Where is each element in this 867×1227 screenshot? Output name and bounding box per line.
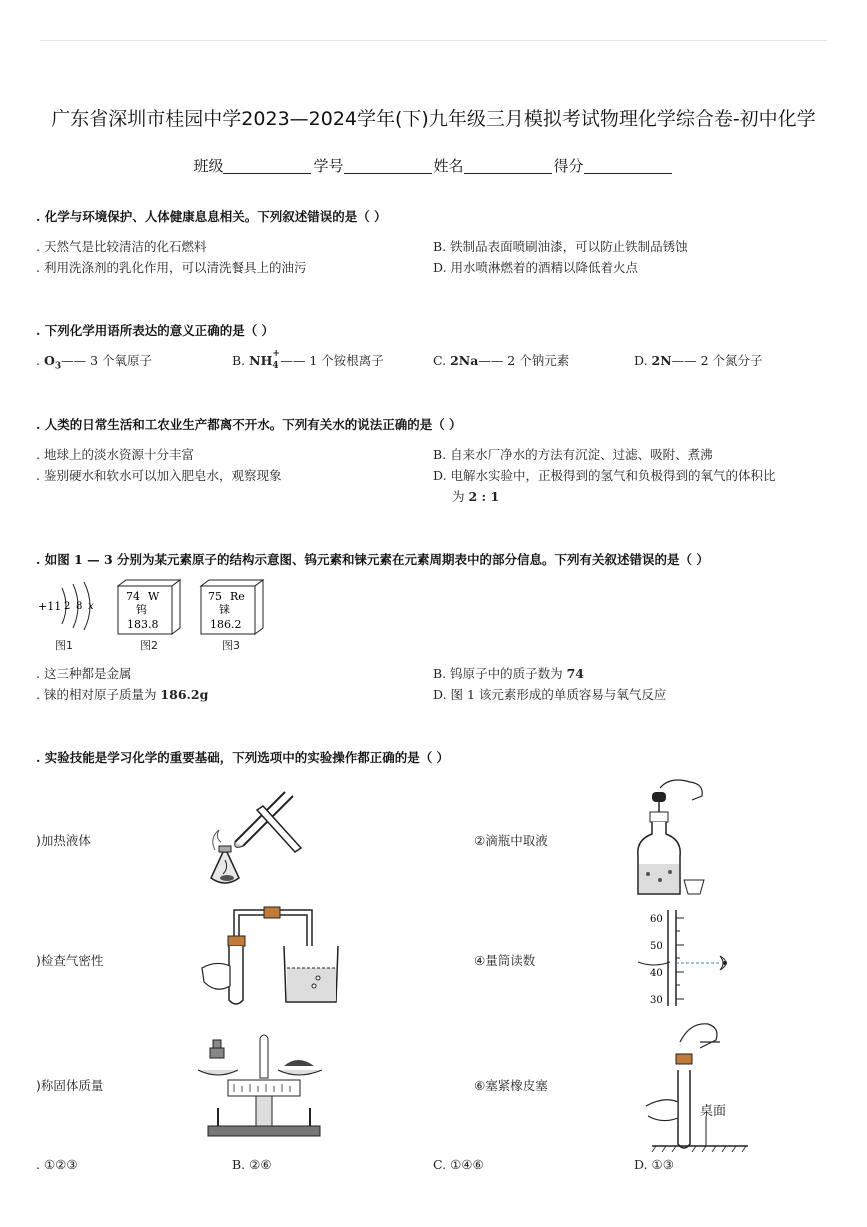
q5-option-c: C. ①④⑥ [433,1157,484,1172]
fig3-mass: 186.2 [210,618,242,631]
id-blank [344,157,432,174]
op3-label: )检查气密性 [36,953,104,968]
q5-stem: . 实验技能是学习化学的重要基础，下列选项中的实验操作都正确的是（ ） [36,750,450,765]
tick-40: 40 [650,968,663,979]
fig2-name: 钨 [136,603,147,616]
q4-option-c: . 铼的相对原子质量为 186.2g [36,687,209,702]
q5-option-d: D. ①③ [634,1157,674,1172]
q1-option-a: . 天然气是比较清洁的化石燃料 [36,239,207,254]
heating-liquid-illustration [195,780,305,895]
fig1-atom-structure [36,578,106,630]
q4-option-a: . 这三种都是金属 [36,666,132,681]
tick-60: 60 [650,914,663,925]
desk-label: 桌面 [700,1104,727,1119]
dropper-bottle-illustration [630,776,710,901]
q4-option-b: B. 钨原子中的质子数为 74 [433,666,585,681]
q2-option-a: . $O_3——$ 3 个氧原子 [36,353,153,372]
fig1-shell2: 8 [76,601,83,612]
fig3-symbol: Re [230,590,245,603]
q5-option-a: . ①②③ [36,1157,78,1172]
class-label: 班级 [193,157,224,175]
page-title: 广东省深圳市桂园中学2023—2024学年(下)九年级三月模拟考试物理化学综合卷-初中化学 [51,108,816,130]
fig1-nucleus: +11 [38,600,62,613]
tick-30: 30 [650,995,663,1006]
name-label: 姓名 [433,157,464,175]
fig2-symbol: W [148,590,160,603]
op5-label: )称固体质量 [36,1078,104,1093]
q2-option-c: C. 2Na—— 2 个钠元素 [433,353,570,368]
fig3-caption: 图3 [222,639,240,652]
class-blank [223,157,311,174]
fig1-shell3: x [88,601,94,612]
fig1-shell1: 2 [64,601,71,612]
q3-option-d-cont: 为 2 : 1 [452,489,500,504]
q3-option-a: . 地球上的淡水资源十分丰富 [36,447,194,462]
q1-option-d: D. 用水喷淋燃着的酒精以降低着火点 [433,260,639,275]
id-label: 学号 [313,157,344,175]
q3-option-d: D. 电解水实验中，正极得到的氢气和负极得到的氧气的体积比 [433,468,776,483]
q3-option-b: B. 自来水厂净水的方法有沉淀、过滤、吸附、煮沸 [433,447,713,462]
header-rule [40,40,827,41]
op4-label: ④量筒读数 [474,953,536,968]
op2-label: ②滴瓶中取液 [474,833,548,848]
op1-label: )加热液体 [36,833,91,848]
fig3-name: 铼 [219,603,230,616]
score-blank [584,157,672,174]
fig2-number: 74 [126,590,140,603]
fig2-element-box [116,580,182,636]
rubber-stopper-illustration [640,1016,750,1152]
q5-option-b: B. ②⑥ [232,1157,272,1172]
tick-50: 50 [650,941,663,952]
fig3-element-box [199,580,265,636]
fig2-caption: 图2 [140,639,158,652]
fig1-caption: 图1 [55,639,73,652]
fig2-mass: 183.8 [127,618,159,631]
name-blank [464,157,552,174]
op6-label: ⑥塞紧橡皮塞 [474,1078,548,1093]
q2-stem: . 下列化学用语所表达的意义正确的是（ ） [36,323,275,338]
q3-option-c: . 鉴别硬水和软水可以加入肥皂水，观察现象 [36,468,282,483]
q1-option-c: . 利用洗涤剂的乳化作用，可以清洗餐具上的油污 [36,260,307,275]
q1-option-b: B. 铁制品表面喷刷油漆，可以防止铁制品锈蚀 [433,239,688,254]
balance-scale-illustration [198,1030,330,1140]
fig3-number: 75 [208,590,222,603]
q2-option-b: B. NH + 4 —— 1 个铵根离子 [232,349,384,371]
graduated-cylinder-illustration [640,908,740,1008]
airtightness-check-illustration [196,902,341,1012]
score-label: 得分 [553,157,584,175]
q3-stem: . 人类的日常生活和工农业生产都离不开水。下列有关水的说法正确的是（ ） [36,417,462,432]
q4-stem: . 如图 1 — 3 分别为某元素原子的结构示意图、钨元素和铼元素在元素周期表中的部分信息。下列有关叙述错误的是（ ） [36,552,709,567]
q2-option-d: D. 2N—— 2 个氮分子 [634,353,763,368]
q4-option-d: D. 图 1 该元素形成的单质容易与氧气反应 [433,687,667,702]
q1-stem: . 化学与环境保护、人体健康息息相关。下列叙述错误的是（ ） [36,209,387,224]
student-info-line [0,155,867,176]
